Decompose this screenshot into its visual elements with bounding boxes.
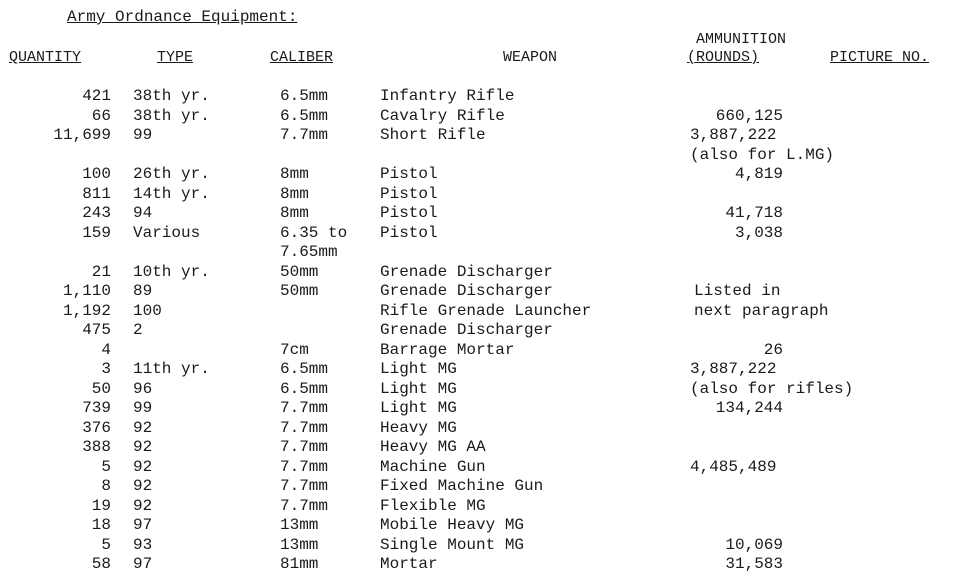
quantity-cell: 159 (82, 223, 111, 242)
weapon-cell: Pistol (380, 184, 438, 203)
ammunition-cell: 3,887,222 (690, 360, 777, 378)
ammunition-cell: next paragraph (694, 301, 829, 320)
caliber-cell: 7.7mm (280, 438, 329, 456)
header-ammunition: AMMUNITION (696, 31, 787, 48)
quantity-cell: 1,110 (62, 282, 111, 300)
quantity-cell: 19 (91, 496, 111, 515)
table-row (0, 399, 963, 419)
ammunition-cell: 31,583 (725, 555, 783, 573)
header-caliber: CALIBER (270, 49, 334, 66)
table-row (0, 419, 963, 439)
caliber-cell: 7.7mm (280, 496, 329, 515)
quantity-cell: 3 (101, 360, 111, 378)
ammunition-cell: Listed in (694, 282, 781, 300)
caliber-cell: 8mm (280, 204, 309, 222)
type-cell: 99 (133, 399, 153, 417)
table-row (0, 165, 963, 185)
ammunition-cell: 4,819 (734, 165, 783, 183)
type-cell: 97 (133, 516, 153, 534)
weapon-cell: Machine Gun (380, 457, 486, 476)
table-row (0, 302, 963, 322)
caliber-cell: 6.5mm (280, 379, 329, 398)
weapon-cell: Light MG (380, 360, 457, 378)
header-rounds: (ROUNDS) (687, 49, 760, 66)
table-row (0, 341, 963, 361)
caliber-cell: 7.7mm (280, 418, 329, 437)
type-cell: 100 (133, 301, 162, 320)
caliber-cell: 6.5mm (280, 360, 329, 378)
quantity-cell: 5 (101, 457, 111, 476)
ammunition-cell: 10,069 (725, 535, 783, 554)
type-cell: 97 (133, 555, 153, 573)
caliber-cell: 50mm (280, 262, 319, 281)
weapon-cell: Pistol (380, 204, 438, 222)
header-weapon: WEAPON (503, 49, 558, 66)
table-row (0, 497, 963, 517)
quantity-cell: 11,699 (53, 126, 111, 144)
table-row (0, 185, 963, 205)
section-title: Army Ordnance Equipment: (67, 8, 298, 26)
caliber-cell: 81mm (280, 555, 319, 573)
type-cell: Various (133, 223, 201, 242)
weapon-cell: Mobile Heavy MG (380, 516, 525, 534)
quantity-cell: 376 (82, 418, 111, 437)
type-cell: 38th yr. (133, 87, 210, 105)
weapon-cell: Light MG (380, 399, 457, 417)
ammunition-cell: 4,485,489 (690, 457, 777, 476)
type-cell: 94 (133, 204, 153, 222)
table-row (0, 438, 963, 458)
type-cell: 10th yr. (133, 262, 210, 281)
table-row (0, 360, 963, 380)
quantity-cell: 100 (82, 165, 111, 183)
quantity-cell: 243 (82, 204, 111, 222)
quantity-cell: 5 (101, 535, 111, 554)
quantity-cell: 4 (101, 340, 111, 359)
weapon-cell: Grenade Discharger (380, 262, 553, 281)
caliber-cell: 8mm (280, 165, 309, 183)
table-row (0, 107, 963, 127)
quantity-cell: 8 (101, 477, 111, 495)
quantity-cell: 421 (82, 87, 111, 105)
quantity-cell: 66 (91, 106, 111, 125)
ammunition-cell: 3,887,222 (690, 126, 777, 144)
caliber-cell: 7.7mm (280, 457, 329, 476)
caliber-cell: 7.7mm (280, 477, 329, 495)
equipment-table (0, 87, 963, 575)
weapon-cell: Cavalry Rifle (380, 106, 505, 125)
table-row (0, 516, 963, 536)
table-row (0, 477, 963, 497)
caliber-cell: 6.5mm (280, 87, 329, 105)
weapon-cell: Heavy MG (380, 418, 457, 437)
table-row (0, 380, 963, 400)
header-type: TYPE (157, 49, 194, 66)
quantity-cell: 1,192 (62, 301, 111, 320)
table-row (0, 224, 963, 244)
table-row (0, 243, 963, 263)
ammunition-cell: 41,718 (725, 204, 783, 222)
weapon-cell: Barrage Mortar (380, 340, 515, 359)
quantity-cell: 18 (91, 516, 111, 534)
caliber-cell: 50mm (280, 282, 319, 300)
caliber-cell: 7cm (280, 340, 309, 359)
header-picture-no: PICTURE NO. (830, 49, 930, 66)
table-row (0, 458, 963, 478)
type-cell: 92 (133, 457, 153, 476)
type-cell: 26th yr. (133, 165, 210, 183)
ammunition-cell: 660,125 (715, 106, 783, 125)
weapon-cell: Infantry Rifle (380, 87, 515, 105)
type-cell: 2 (133, 321, 143, 339)
type-cell: 92 (133, 438, 153, 456)
weapon-cell: Pistol (380, 165, 438, 183)
type-cell: 99 (133, 126, 153, 144)
weapon-cell: Light MG (380, 379, 457, 398)
quantity-cell: 811 (82, 184, 111, 203)
table-row (0, 321, 963, 341)
type-cell: 89 (133, 282, 153, 300)
caliber-cell: 8mm (280, 184, 309, 203)
weapon-cell: Flexible MG (380, 496, 486, 515)
ammunition-cell: 3,038 (734, 223, 783, 242)
ammunition-cell: 134,244 (715, 399, 783, 417)
table-row (0, 204, 963, 224)
weapon-cell: Grenade Discharger (380, 282, 553, 300)
quantity-cell: 50 (91, 379, 111, 398)
weapon-cell: Mortar (380, 555, 438, 573)
table-row (0, 146, 963, 166)
weapon-cell: Pistol (380, 223, 438, 242)
weapon-cell: Rifle Grenade Launcher (380, 301, 592, 320)
table-row (0, 536, 963, 556)
quantity-cell: 475 (82, 321, 111, 339)
weapon-cell: Short Rifle (380, 126, 486, 144)
type-cell: 11th yr. (133, 360, 210, 378)
caliber-cell: 7.7mm (280, 126, 329, 144)
quantity-cell: 388 (82, 438, 111, 456)
ammunition-cell: (also for rifles) (690, 379, 854, 398)
ammunition-cell: 26 (763, 340, 783, 359)
quantity-cell: 58 (91, 555, 111, 573)
type-cell: 38th yr. (133, 106, 210, 125)
weapon-cell: Fixed Machine Gun (380, 477, 544, 495)
quantity-cell: 21 (91, 262, 111, 281)
type-cell: 14th yr. (133, 184, 210, 203)
weapon-cell: Heavy MG AA (380, 438, 486, 456)
table-row (0, 126, 963, 146)
caliber-cell: 6.5mm (280, 106, 329, 125)
table-row (0, 87, 963, 107)
table-row (0, 282, 963, 302)
caliber-cell: 7.65mm (280, 243, 338, 261)
type-cell: 92 (133, 477, 153, 495)
type-cell: 93 (133, 535, 153, 554)
caliber-cell: 13mm (280, 516, 319, 534)
weapon-cell: Grenade Discharger (380, 321, 553, 339)
caliber-cell: 6.35 to (280, 223, 348, 242)
type-cell: 92 (133, 418, 153, 437)
caliber-cell: 13mm (280, 535, 319, 554)
ammunition-cell: (also for L.MG) (690, 145, 835, 164)
caliber-cell: 7.7mm (280, 399, 329, 417)
table-row (0, 555, 963, 575)
table-row (0, 263, 963, 283)
weapon-cell: Single Mount MG (380, 535, 525, 554)
type-cell: 96 (133, 379, 153, 398)
type-cell: 92 (133, 496, 153, 515)
header-quantity: QUANTITY (9, 49, 82, 66)
quantity-cell: 739 (82, 399, 111, 417)
